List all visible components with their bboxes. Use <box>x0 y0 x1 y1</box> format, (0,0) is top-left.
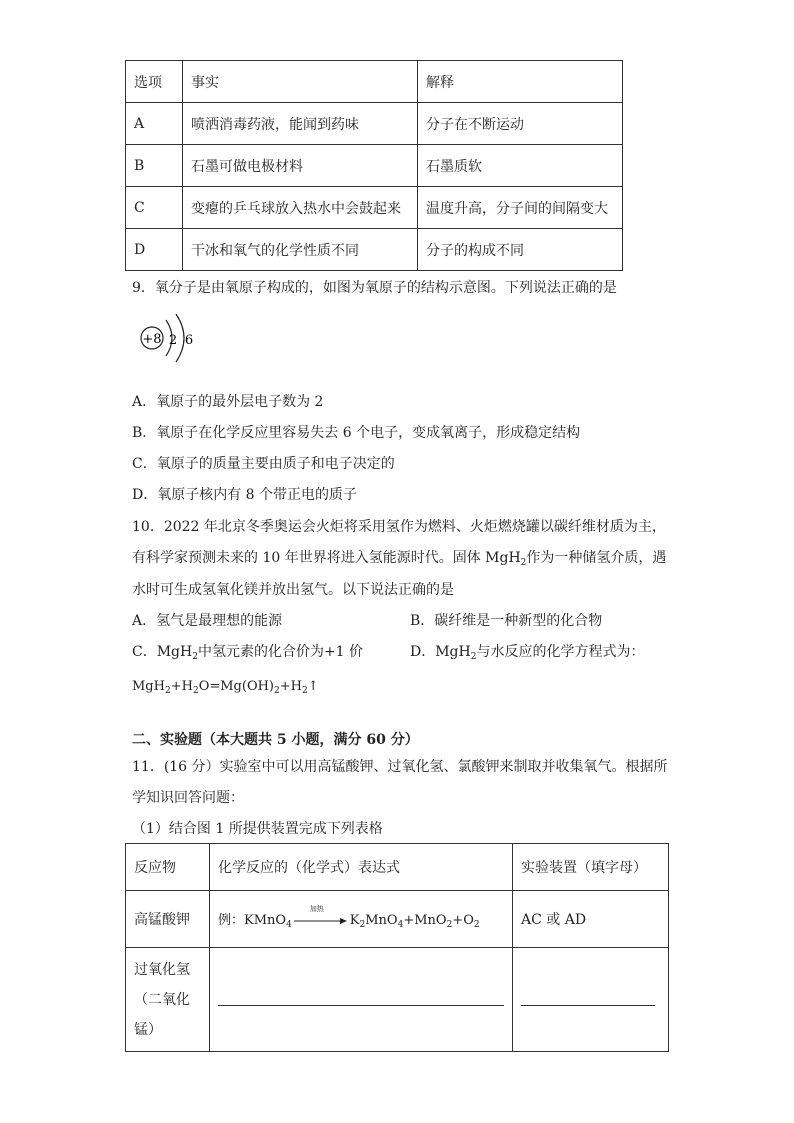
subscript: 2 <box>164 686 171 696</box>
text: O=Mg(OH) <box>198 679 275 694</box>
equation-cell <box>210 891 513 948</box>
header-cell: 实验装置（填字母） <box>513 844 669 891</box>
subscript: 2 <box>520 558 527 568</box>
text: 例：KMnO <box>218 912 287 928</box>
subscript: 4 <box>286 919 292 930</box>
q10-line1: 10．2022 年北京冬季奥运会火炬将采用氢作为燃料、火炬燃烧罐以碳纤维材质为主， <box>132 519 666 535</box>
text: +H <box>279 679 302 694</box>
text: +O <box>452 912 474 928</box>
q9-option-a: A．氧原子的最外层电子数为 2 <box>132 394 324 410</box>
text: 与水反应的化学方程式为： <box>476 644 645 660</box>
subscript: 2 <box>446 919 453 930</box>
text: MnO <box>365 912 398 928</box>
apparatus-cell: AC 或 AD <box>513 891 669 948</box>
table-row <box>126 891 669 948</box>
apparatus-blank-cell <box>513 948 669 1052</box>
subscript: 2 <box>192 652 198 662</box>
subscript: 4 <box>397 919 404 930</box>
subscript: 2 <box>470 652 477 662</box>
table-cell: A <box>126 103 183 145</box>
subscript: 2 <box>274 686 280 696</box>
header-cell: 解释 <box>418 61 623 103</box>
text: ↑ <box>307 679 319 694</box>
text: +MnO <box>403 912 447 928</box>
heat-arrow <box>294 905 348 927</box>
table-cell: B <box>126 145 183 187</box>
table-cell: 喷洒消毒药液，能闻到药味 <box>183 103 418 145</box>
text: 过氧化氢 <box>134 961 190 978</box>
subscript: 2 <box>473 919 480 930</box>
table-row <box>126 187 623 229</box>
header-cell: 事实 <box>183 61 418 103</box>
arrow-icon <box>294 913 348 927</box>
header-cell: 反应物 <box>126 844 210 891</box>
table-cell: 石墨质软 <box>418 145 623 187</box>
text: （二氧化 <box>134 991 190 1008</box>
table-row <box>126 229 623 271</box>
text: C．MgH <box>132 644 193 660</box>
table-row <box>126 103 623 145</box>
q11-sub1: （1）结合图 1 所提供装置完成下列表格 <box>132 821 383 837</box>
equation-blank-cell <box>210 948 513 1052</box>
subscript: 2 <box>359 919 366 930</box>
table-cell: 温度升高，分子间的间隔变大 <box>418 187 623 229</box>
text: MgH <box>132 679 165 694</box>
text: 作为一种储氢介质，遇 <box>526 550 667 566</box>
header-cell: 化学反应的（化学式）表达式 <box>210 844 513 891</box>
shell-arc-2 <box>176 314 184 362</box>
text: +H <box>170 679 193 694</box>
q10-option-b: B．碳纤维是一种新型的化合物 <box>410 613 603 629</box>
arrow-label: 加热 <box>309 905 324 913</box>
table-header-row <box>126 61 623 103</box>
table-options <box>125 60 623 271</box>
shell2-electrons: 6 <box>184 333 194 348</box>
q10-option-d <box>410 642 644 667</box>
text: 有科学家预测未来的 10 年世界将进入氢能源时代。固体 MgH <box>132 550 521 566</box>
q10-line3: 水时可生成氢氧化镁并放出氢气。以下说法正确的是 <box>132 582 454 598</box>
table-cell: 变瘪的乒乓球放入热水中会鼓起来 <box>183 187 418 229</box>
q10-line2 <box>132 548 666 573</box>
shell1-electrons: 2 <box>168 333 178 348</box>
text: K <box>349 912 360 928</box>
table-cell: 分子的构成不同 <box>418 229 623 271</box>
table-cell: C <box>126 187 183 229</box>
table-header-row <box>126 844 669 891</box>
apparatus-answer-blank[interactable] <box>521 1005 655 1006</box>
q9-option-b: B．氧原子在化学反应里容易失去 6 个电子，变成氧离子，形成稳定结构 <box>132 425 581 441</box>
reactant-cell: 高锰酸钾 <box>126 891 210 948</box>
table-cell: D <box>126 229 183 271</box>
text: D．MgH <box>410 644 471 660</box>
equation-answer-blank[interactable] <box>218 1005 504 1006</box>
table-row <box>126 145 623 187</box>
q9-option-c: C．氧原子的质量主要由质子和电子决定的 <box>132 456 395 472</box>
q11-line2: 学知识回答问题： <box>132 790 244 806</box>
table-row <box>126 948 669 1052</box>
q9-stem: 9．氧分子是由氧原子构成的，如图为氧原子的结构示意图。下列说法正确的是 <box>132 280 617 296</box>
reactant-cell <box>126 948 210 1052</box>
section-title: 二、实验题（本大题共 5 小题，满分 60 分） <box>132 732 419 748</box>
text: 中氢元素的化合价为+1 价 <box>197 644 364 660</box>
q9-option-d: D．氧原子核内有 8 个带正电的质子 <box>132 487 358 503</box>
q10-option-a: A．氢气是最理想的能源 <box>132 613 283 629</box>
subscript: 2 <box>301 686 308 696</box>
oxygen-atom-diagram <box>136 306 226 370</box>
q11-line1: 11．(16 分）实验室中可以用高锰酸钾、过氧化氢、氯酸钾来制取并收集氧气。根据所 <box>132 759 668 775</box>
q10-equation <box>132 677 319 701</box>
table-cell: 干冰和氧气的化学性质不同 <box>183 229 418 271</box>
table-cell: 分子在不断运动 <box>418 103 623 145</box>
header-cell: 选项 <box>126 61 183 103</box>
nucleus-charge: +8 <box>142 332 162 347</box>
q10-option-c <box>132 642 363 667</box>
subscript: 2 <box>192 686 199 696</box>
table-reactions <box>125 843 669 1052</box>
table-cell: 石墨可做电极材料 <box>183 145 418 187</box>
text: 锰） <box>134 1021 162 1038</box>
